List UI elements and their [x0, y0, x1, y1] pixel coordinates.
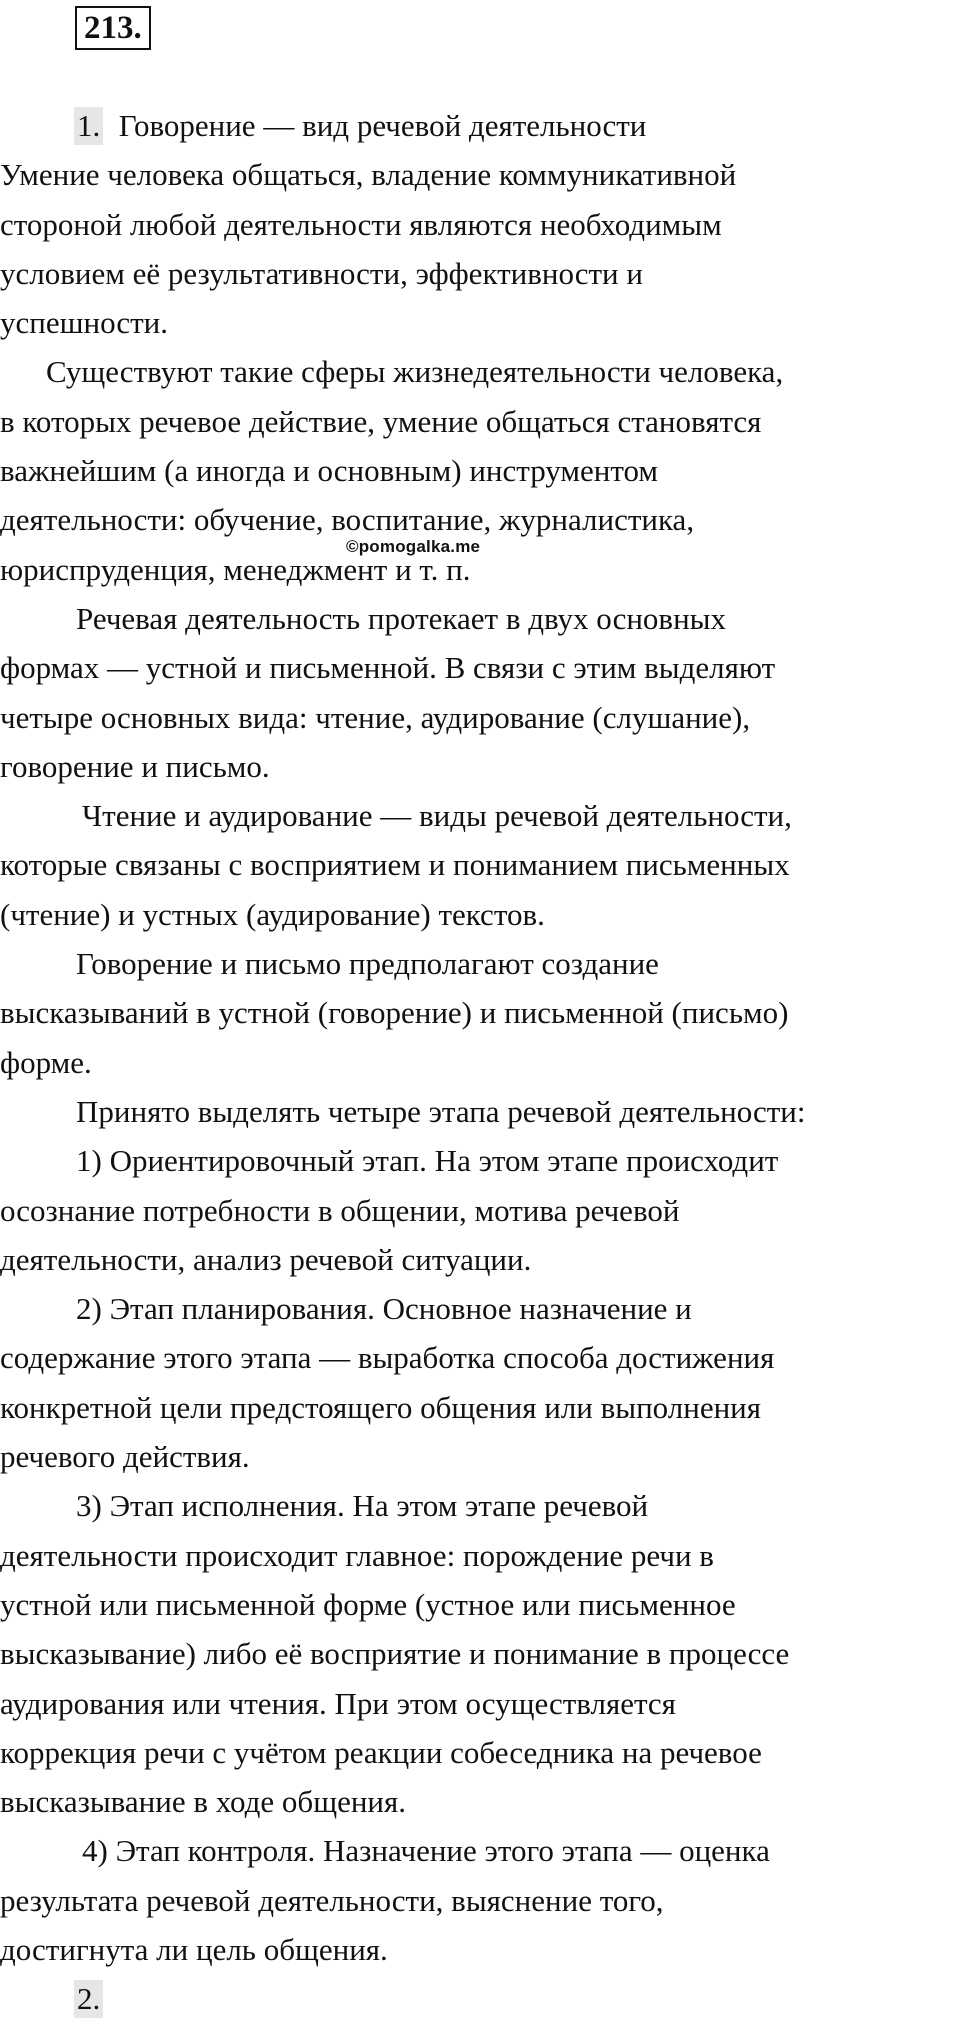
text-line: конкретной цели предстоящего общения или выполнения	[0, 1389, 762, 1425]
section-1-number: 1.	[74, 107, 103, 145]
text-line: высказывание) либо её восприятие и понимание в процессе	[0, 1636, 790, 1672]
text-line: содержание этого этапа — выработка способа достижения	[0, 1340, 775, 1376]
text-line: формах — устной и письменной. В связи с этим выделяют	[0, 650, 776, 686]
section-2-heading	[0, 1974, 960, 2023]
text-line: которые связаны с восприятием и пониманием письменных	[0, 847, 790, 883]
text-line: устной или письменной форме (устное или письменное	[0, 1586, 736, 1622]
watermark: ©pomogalka.me	[346, 537, 481, 556]
text-line: достигнута ли цель общения.	[0, 1931, 388, 1967]
list-item-4: 4) Этап контроля. Назначение этого этапа — оценка	[82, 1833, 770, 1869]
task-number-box: 213.	[75, 6, 151, 50]
text-line: высказывание в ходе общения.	[0, 1784, 407, 1820]
text-line: в которых речевое действие, умение общаться становятся	[0, 403, 762, 439]
text-line: успешности.	[0, 305, 168, 341]
text-line: коррекция речи с учётом реакции собеседника на речевое	[0, 1734, 762, 1770]
text-line: (чтение) и устных (аудирование) текстов.	[0, 896, 545, 932]
text-line: осознание потребности в общении, мотива речевой	[0, 1192, 680, 1228]
text-line: высказываний в устной (говорение) и письменной (письмо)	[0, 995, 789, 1031]
list-item-2: 2) Этап планирования. Основное назначение и	[76, 1291, 692, 1327]
text-line: стороной любой деятельности являются необходимым	[0, 206, 722, 242]
text-line: условием её результативности, эффективности и	[0, 255, 643, 291]
text-line: аудирования или чтения. При этом осуществляется	[0, 1685, 676, 1721]
text-line: Умение человека общаться, владение коммуникативной	[0, 157, 737, 193]
text-line: деятельности: обучение, воспитание, журналистика,	[0, 502, 695, 538]
paragraph-first-line: Речевая деятельность протекает в двух основных	[76, 600, 726, 636]
section-2-number: 2.	[74, 1980, 103, 2018]
text-line: деятельности происходит главное: порождение речи в	[0, 1537, 714, 1573]
text-line: речевого действия.	[0, 1439, 250, 1475]
text-line: деятельности, анализ речевой ситуации.	[0, 1241, 532, 1277]
text-line: результата речевой деятельности, выяснение того,	[0, 1882, 664, 1918]
paragraph-first-line: Чтение и аудирование — виды речевой деятельности,	[82, 798, 792, 834]
paragraph-first-line: Существуют такие сферы жизнедеятельности человека,	[46, 354, 784, 390]
section-heading-text: Говорение — вид речевой деятельности	[118, 108, 647, 143]
section-1-heading	[0, 101, 960, 150]
text-line: юриспруденция, менеджмент и т. п.	[0, 551, 471, 587]
text-line: форме.	[0, 1044, 92, 1080]
text-line: четыре основных вида: чтение, аудирование (слушание),	[0, 699, 751, 735]
text-line: говорение и письмо.	[0, 748, 270, 784]
list-item-3: 3) Этап исполнения. На этом этапе речевой	[76, 1488, 649, 1524]
list-item-1: 1) Ориентировочный этап. На этом этапе происходит	[76, 1143, 779, 1179]
answer-text	[0, 101, 960, 2024]
paragraph-first-line: Принято выделять четыре этапа речевой деятельности:	[76, 1093, 806, 1129]
text-line: важнейшим (а иногда и основным) инструментом	[0, 453, 659, 489]
paragraph-first-line: Говорение и письмо предполагают создание	[76, 946, 659, 982]
